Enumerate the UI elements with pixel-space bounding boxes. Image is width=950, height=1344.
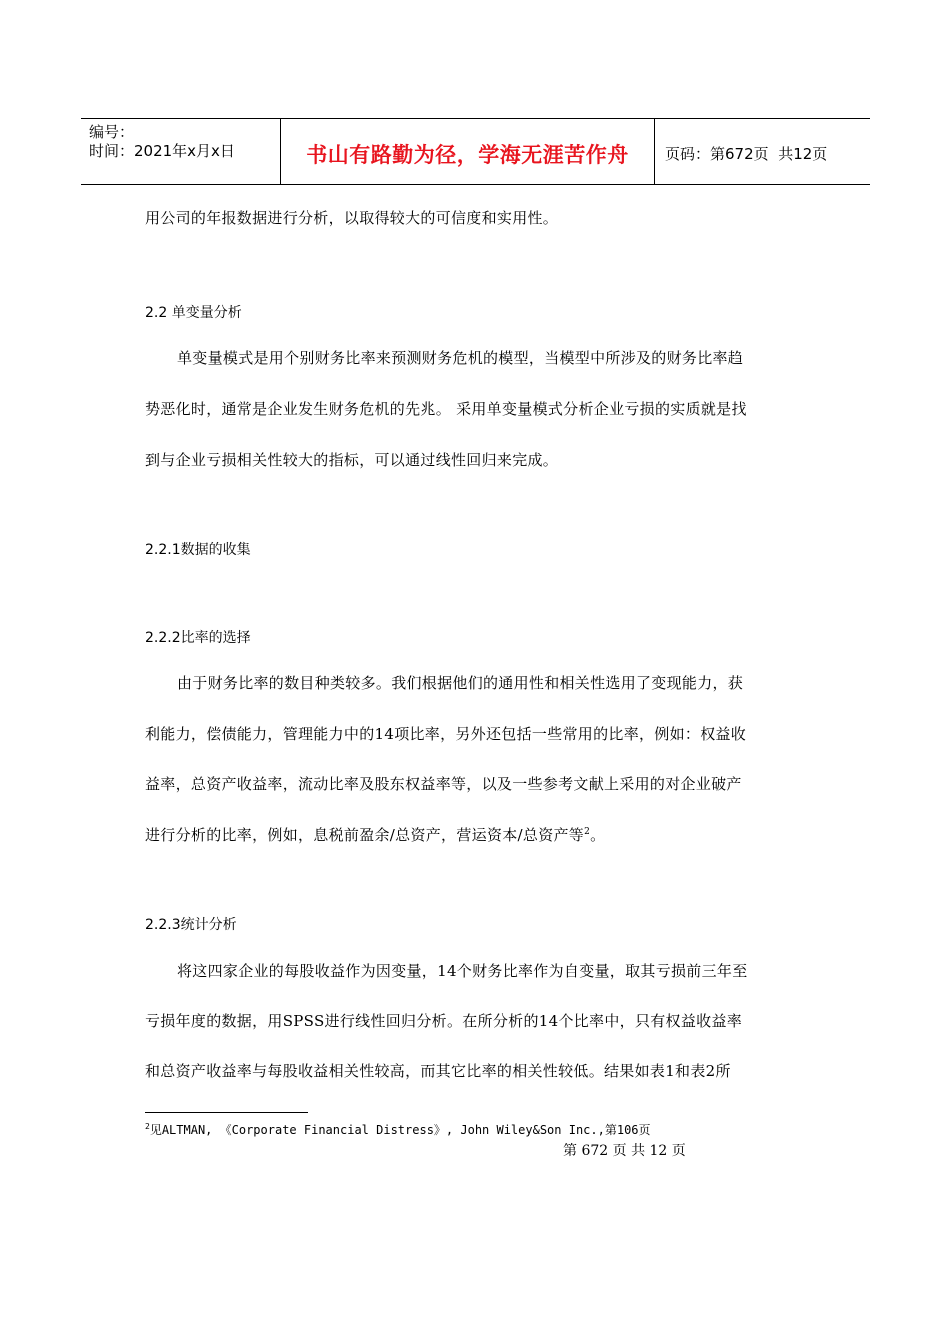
section-heading-2-2-3: 2.2.3统计分析 [145, 917, 237, 933]
section-heading-2-2-1: 2.2.1数据的收集 [145, 542, 251, 558]
paragraph-line [145, 824, 810, 845]
paragraph-line: 由于财务比率的数目种类较多。我们根据他们的通用性和相关性选用了变现能力，获 [177, 674, 744, 692]
paragraph-line: 用公司的年报数据进行分析，以取得较大的可信度和实用性。 [145, 209, 559, 227]
number-label: 编号： [89, 123, 135, 141]
page-suffix: 页 [812, 145, 828, 163]
page-number: 672 [725, 144, 754, 163]
time-label: 时间：2021年x月x日 [89, 142, 235, 160]
paragraph-line: 势恶化时，通常是企业发生财务危机的先兆。 采用单变量模式分析企业亏损的实质就是找 [145, 400, 747, 418]
paragraph-text: 进行分析的比率，例如，息税前盈余/总资产，营运资本/总资产等 [145, 826, 585, 844]
footnote [145, 1121, 651, 1138]
motto-text: 书山有路勤为径，学海无涯苦作舟 [306, 142, 629, 167]
paragraph-line: 单变量模式是用个别财务比率来预测财务危机的模型，当模型中所涉及的财务比率趋 [177, 349, 744, 367]
page-prefix: 页码：第 [665, 145, 726, 163]
page-footer: 第 672 页 共 12 页 [563, 1143, 686, 1159]
paragraph-line: 和总资产收益率与每股收益相关性较高，而其它比率的相关性较低。结果如表1和表2所 [145, 1062, 731, 1080]
header-page-cell [655, 119, 870, 184]
header-meta-cell [81, 119, 281, 184]
footnote-text: 见ALTMAN, 《Corporate Financial Distress》, John Wiley&Son Inc.,第106页 [149, 1123, 651, 1137]
paragraph-line: 亏损年度的数据，用SPSS进行线性回归分析。在所分析的14个比率中，只有权益收益率 [145, 1012, 743, 1030]
footnote-divider [145, 1112, 308, 1113]
paragraph-line: 将这四家企业的每股收益作为因变量，14个财务比率作为自变量，取其亏损前三年至 [177, 962, 748, 980]
document-header [81, 118, 870, 185]
paragraph-end: 。 [590, 826, 606, 844]
section-heading-2-2-2: 2.2.2比率的选择 [145, 630, 251, 646]
header-motto-cell [281, 119, 655, 184]
footnote-mark: 2 [145, 1122, 150, 1131]
paragraph-line: 利能力，偿债能力，管理能力中的14项比率，另外还包括一些常用的比率，例如：权益收 [145, 725, 747, 743]
page-mid: 页 共 [753, 145, 794, 163]
paragraph-line: 益率，总资产收益率，流动比率及股东权益率等，以及一些参考文献上采用的对企业破产 [145, 775, 742, 793]
paragraph-line: 到与企业亏损相关性较大的指标，可以通过线性回归来完成。 [145, 451, 559, 469]
section-heading-2-2: 2.2 单变量分析 [145, 305, 242, 321]
footnote-ref: 2 [584, 827, 591, 837]
page-total: 12 [793, 144, 813, 163]
